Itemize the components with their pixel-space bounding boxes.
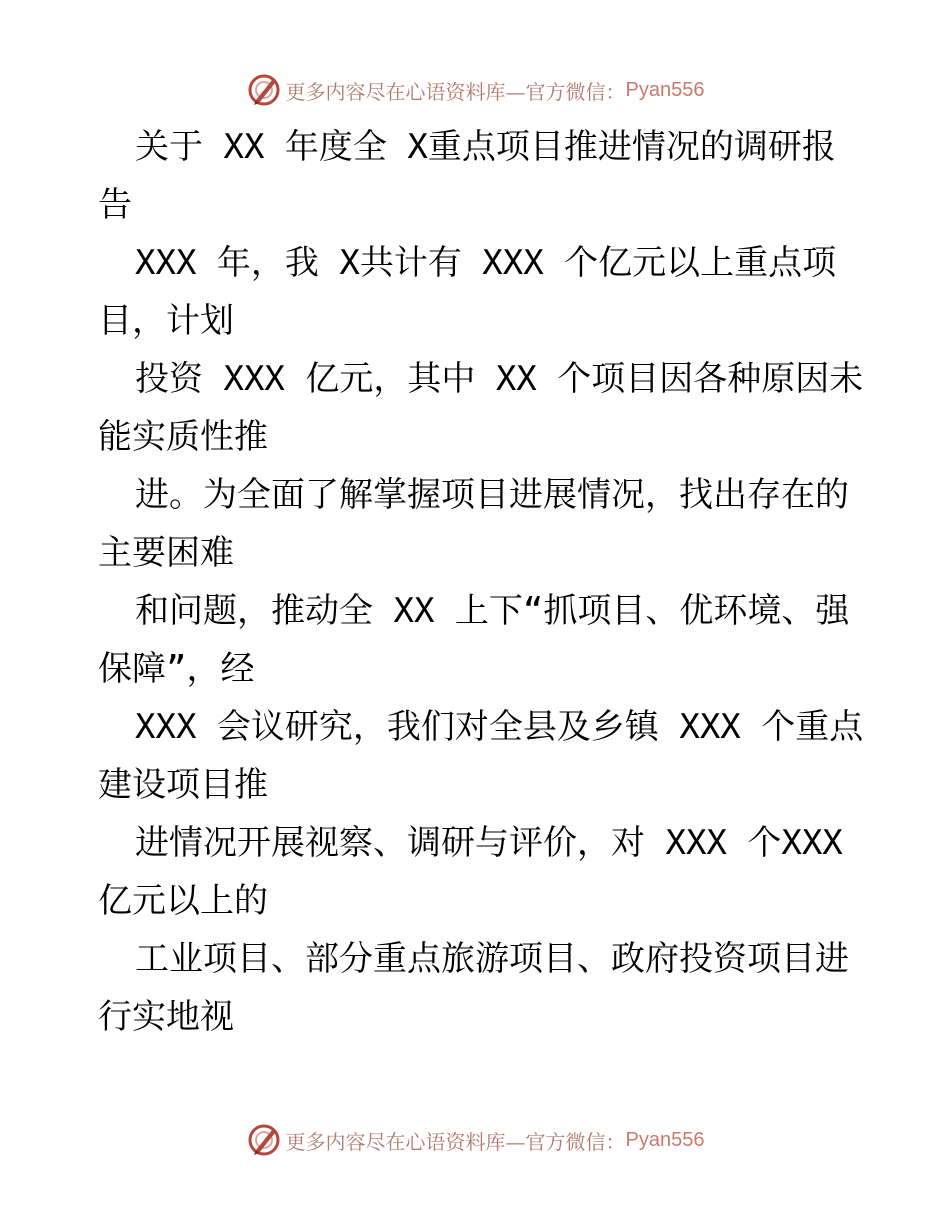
text-line: XXX 会议研究，我们对全县及乡镇 XXX 个重点 [135,707,864,747]
watermark-wechat-id: Pyan556 [625,78,705,101]
text-line: 能实质性推 [98,417,268,457]
text-line: 保障”，经 [98,649,255,689]
footer-watermark [0,1120,950,1160]
watermark-wechat-id: Pyan556 [625,1128,705,1151]
header-watermark [0,70,950,110]
text-line: 行实地视 [98,997,234,1037]
text-line: 工业项目、部分重点旅游项目、政府投资项目进 [135,939,849,979]
text-line: 进情况开展视察、调研与评价，对 XXX 个XXX [135,823,843,863]
watermark-text: 更多内容尽在心语资料库—官方微信： [285,79,626,104]
text-line: 亿元以上的 [98,881,268,921]
text-line: 建设项目推 [98,765,268,805]
text-line: 告 [98,185,132,225]
pen-logo-icon [246,1122,282,1158]
text-line: XXX 年，我 X共计有 XXX 个亿元以上重点项 [135,243,837,283]
watermark-text: 更多内容尽在心语资料库—官方微信： [285,1129,626,1154]
text-line: 关于 XX 年度全 X重点项目推进情况的调研报 [135,127,836,167]
text-line: 投资 XXX 亿元，其中 XX 个项目因各种原因未 [135,359,864,399]
text-line: 目，计划 [98,301,234,341]
text-line: 和问题，推动全 XX 上下“抓项目、优环境、强 [135,591,850,631]
text-line: 主要困难 [98,533,234,573]
document-body [98,118,864,1046]
pen-logo-icon [246,72,282,108]
text-line: 进。为全面了解掌握项目进展情况，找出存在的 [135,475,849,515]
